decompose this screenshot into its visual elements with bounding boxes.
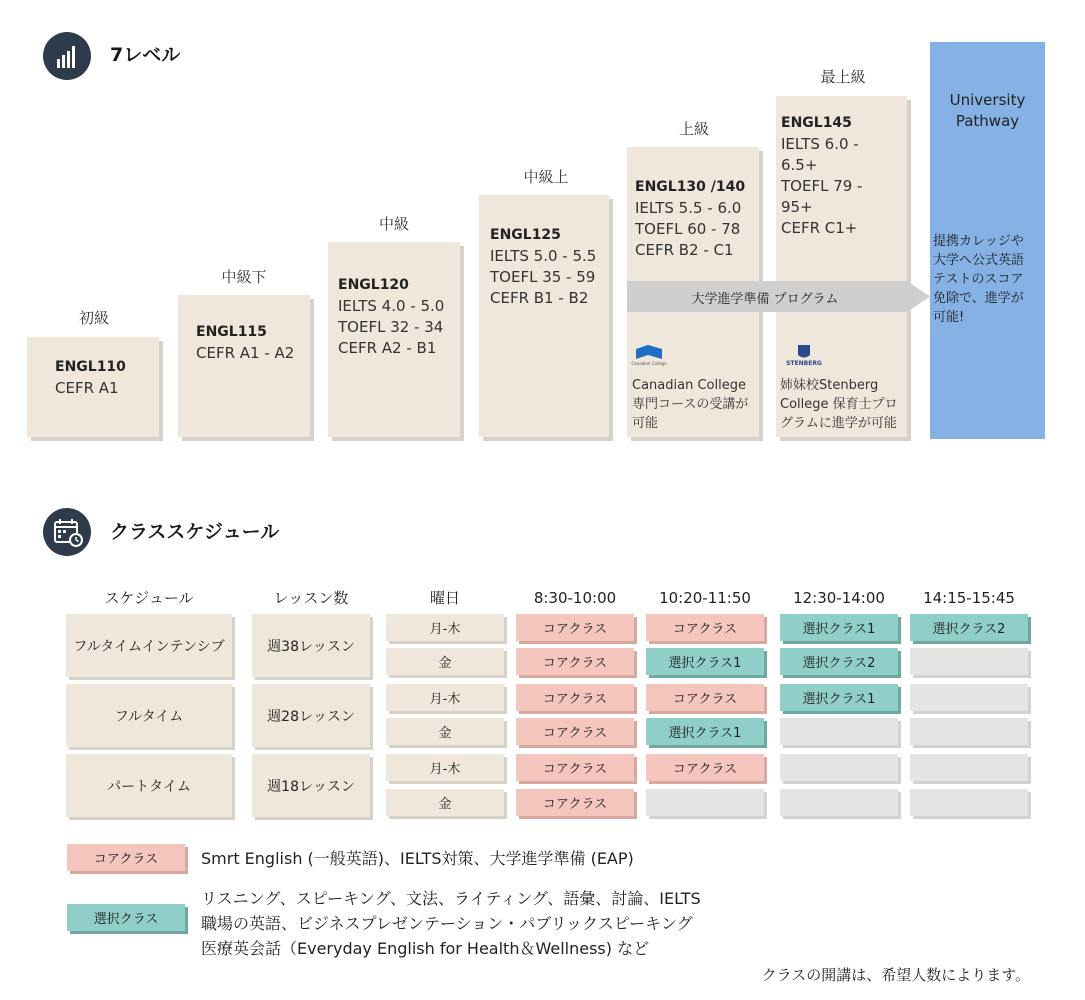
level-score: IELTS 5.0 - 5.5 bbox=[490, 247, 597, 265]
level-tag: 初級 bbox=[78, 309, 109, 327]
text-line: 大学へ公式英語 bbox=[933, 253, 1025, 268]
class-cell: 選択クラス1 bbox=[780, 684, 898, 711]
class-cell: コアクラス bbox=[516, 684, 634, 711]
empty-cell bbox=[780, 789, 898, 816]
level-code: ENGL125 bbox=[490, 227, 561, 243]
level-tag: 最上級 bbox=[820, 68, 866, 86]
level-score: CEFR A1 - A2 bbox=[196, 344, 295, 362]
university-pathway-title bbox=[930, 90, 1045, 132]
note-line: 専門コースの受講が bbox=[632, 397, 749, 412]
empty-cell bbox=[910, 754, 1028, 781]
empty-cell bbox=[780, 754, 898, 781]
footnote: クラスの開講は、希望人数によります。 bbox=[761, 966, 1030, 984]
level-score: IELTS 5.5 - 6.0 bbox=[635, 199, 742, 217]
class-cell: コアクラス bbox=[516, 614, 634, 641]
lessons-fulltime-intensive: 週38レッスン bbox=[252, 614, 370, 677]
level-code: ENGL115 bbox=[196, 324, 267, 340]
day-cell: 金 bbox=[386, 648, 504, 675]
class-cell: 選択クラス1 bbox=[646, 718, 764, 745]
canadian-college-note bbox=[632, 376, 748, 433]
class-cell: コアクラス bbox=[646, 754, 764, 781]
class-cell: 選択クラス1 bbox=[646, 648, 764, 675]
empty-cell bbox=[910, 684, 1028, 711]
class-cell: コアクラス bbox=[516, 789, 634, 816]
class-cell: コアクラス bbox=[516, 648, 634, 675]
day-cell: 月-木 bbox=[386, 614, 504, 641]
levels-title: 7レベル bbox=[110, 44, 181, 66]
legend-line: Smrt English (一般英語)、IELTS対策、大学進学準備 (EAP) bbox=[201, 849, 634, 868]
canadian-logo-text: Canadian College bbox=[631, 361, 667, 366]
class-cell: 選択クラス1 bbox=[780, 614, 898, 641]
class-cell: コアクラス bbox=[646, 614, 764, 641]
day-cell: 月-木 bbox=[386, 684, 504, 711]
schedule-name-parttime: パートタイム bbox=[66, 754, 232, 817]
note-line: グラムに進学が可能 bbox=[780, 416, 897, 431]
level-score: TOEFL 60 - 78 bbox=[635, 220, 741, 238]
university-pathway-panel bbox=[930, 42, 1045, 439]
level-score: CEFR B1 - B2 bbox=[490, 289, 589, 307]
header-lessons: レッスン数 bbox=[273, 589, 349, 607]
note-line: 姉妹校Stenberg bbox=[780, 378, 879, 393]
level-tag: 中級下 bbox=[221, 268, 267, 286]
level-card-engl125 bbox=[479, 195, 609, 437]
header-slot-1: 8:30-10:00 bbox=[533, 589, 617, 607]
header-slot-4: 14:15-15:45 bbox=[923, 589, 1015, 607]
empty-cell bbox=[646, 789, 764, 816]
day-cell: 金 bbox=[386, 789, 504, 816]
header-schedule: スケジュール bbox=[104, 589, 194, 607]
note-line: 可能 bbox=[632, 416, 659, 431]
level-score: TOEFL 79 - 95+ bbox=[781, 177, 863, 216]
level-tag: 中級上 bbox=[523, 168, 569, 186]
canadian-college-logo bbox=[631, 345, 667, 371]
legend-elective-swatch: 選択クラス bbox=[67, 904, 185, 931]
legend-line: 職場の英語、ビジネスプレゼンテーション・パブリックスピーキング bbox=[201, 914, 693, 933]
lessons-fulltime: 週28レッスン bbox=[252, 684, 370, 747]
legend-line: 医療英会話（Everyday English for Health＆Wellness) など bbox=[201, 939, 650, 958]
class-cell: コアクラス bbox=[516, 754, 634, 781]
day-cell: 金 bbox=[386, 718, 504, 745]
level-score: CEFR C1+ bbox=[781, 219, 858, 237]
text-line: 提携カレッジや bbox=[933, 234, 1024, 249]
level-score: TOEFL 35 - 59 bbox=[490, 268, 596, 286]
empty-cell bbox=[910, 718, 1028, 745]
calendar-clock-icon bbox=[43, 508, 91, 556]
note-line: College 保育士プロ bbox=[780, 397, 898, 412]
level-code: ENGL145 bbox=[781, 115, 852, 131]
text-line: テストのスコア bbox=[933, 272, 1024, 287]
level-score: TOEFL 32 - 34 bbox=[338, 318, 444, 336]
level-score: CEFR A2 - B1 bbox=[338, 339, 437, 357]
level-tag: 上級 bbox=[678, 120, 709, 138]
schedule-title: クラススケジュール bbox=[110, 521, 280, 543]
title-line: Pathway bbox=[955, 112, 1020, 130]
schedule-name-fulltime-intensive: フルタイムインテンシブ bbox=[66, 614, 232, 677]
schedule-name-fulltime: フルタイム bbox=[66, 684, 232, 747]
level-code: ENGL120 bbox=[338, 277, 409, 293]
class-cell: 選択クラス2 bbox=[780, 648, 898, 675]
stenberg-logo bbox=[780, 343, 828, 373]
title-line: University bbox=[949, 91, 1026, 109]
bar-chart-icon bbox=[43, 32, 91, 80]
level-score: CEFR B2 - C1 bbox=[635, 241, 734, 259]
header-slot-3: 12:30-14:00 bbox=[793, 589, 885, 607]
day-cell: 月-木 bbox=[386, 754, 504, 781]
level-score: IELTS 6.0 - 6.5+ bbox=[781, 135, 859, 174]
level-card-engl110 bbox=[27, 337, 159, 437]
empty-cell bbox=[910, 648, 1028, 675]
header-slot-2: 10:20-11:50 bbox=[659, 589, 751, 607]
stenberg-logo-text: STENBERG bbox=[786, 360, 822, 367]
university-pathway-text bbox=[933, 232, 1045, 327]
note-line: Canadian College bbox=[632, 378, 746, 393]
level-code: ENGL130 /140 bbox=[635, 179, 746, 195]
text-line: 免除で、進学が bbox=[933, 291, 1024, 306]
level-score: CEFR A1 bbox=[55, 379, 119, 397]
level-tag: 中級 bbox=[378, 215, 409, 233]
empty-cell bbox=[780, 718, 898, 745]
text-line: 可能! bbox=[933, 310, 965, 325]
empty-cell bbox=[910, 789, 1028, 816]
eap-arrow-label: 大学進学準備 プログラム bbox=[691, 292, 839, 307]
legend-elective-text bbox=[201, 886, 701, 961]
level-card-engl115 bbox=[178, 295, 310, 437]
class-cell: コアクラス bbox=[646, 684, 764, 711]
legend-core-text bbox=[201, 846, 634, 871]
stenberg-note bbox=[780, 376, 898, 433]
lessons-parttime: 週18レッスン bbox=[252, 754, 370, 817]
class-cell: コアクラス bbox=[516, 718, 634, 745]
header-day: 曜日 bbox=[429, 589, 460, 607]
legend-line: リスニング、スピーキング、文法、ライティング、語彙、討論、IELTS bbox=[201, 889, 701, 908]
level-card-engl120 bbox=[328, 242, 460, 437]
level-score: IELTS 4.0 - 5.0 bbox=[338, 297, 445, 315]
level-code: ENGL110 bbox=[55, 359, 126, 375]
class-cell: 選択クラス2 bbox=[910, 614, 1028, 641]
legend-core-swatch: コアクラス bbox=[67, 844, 185, 871]
